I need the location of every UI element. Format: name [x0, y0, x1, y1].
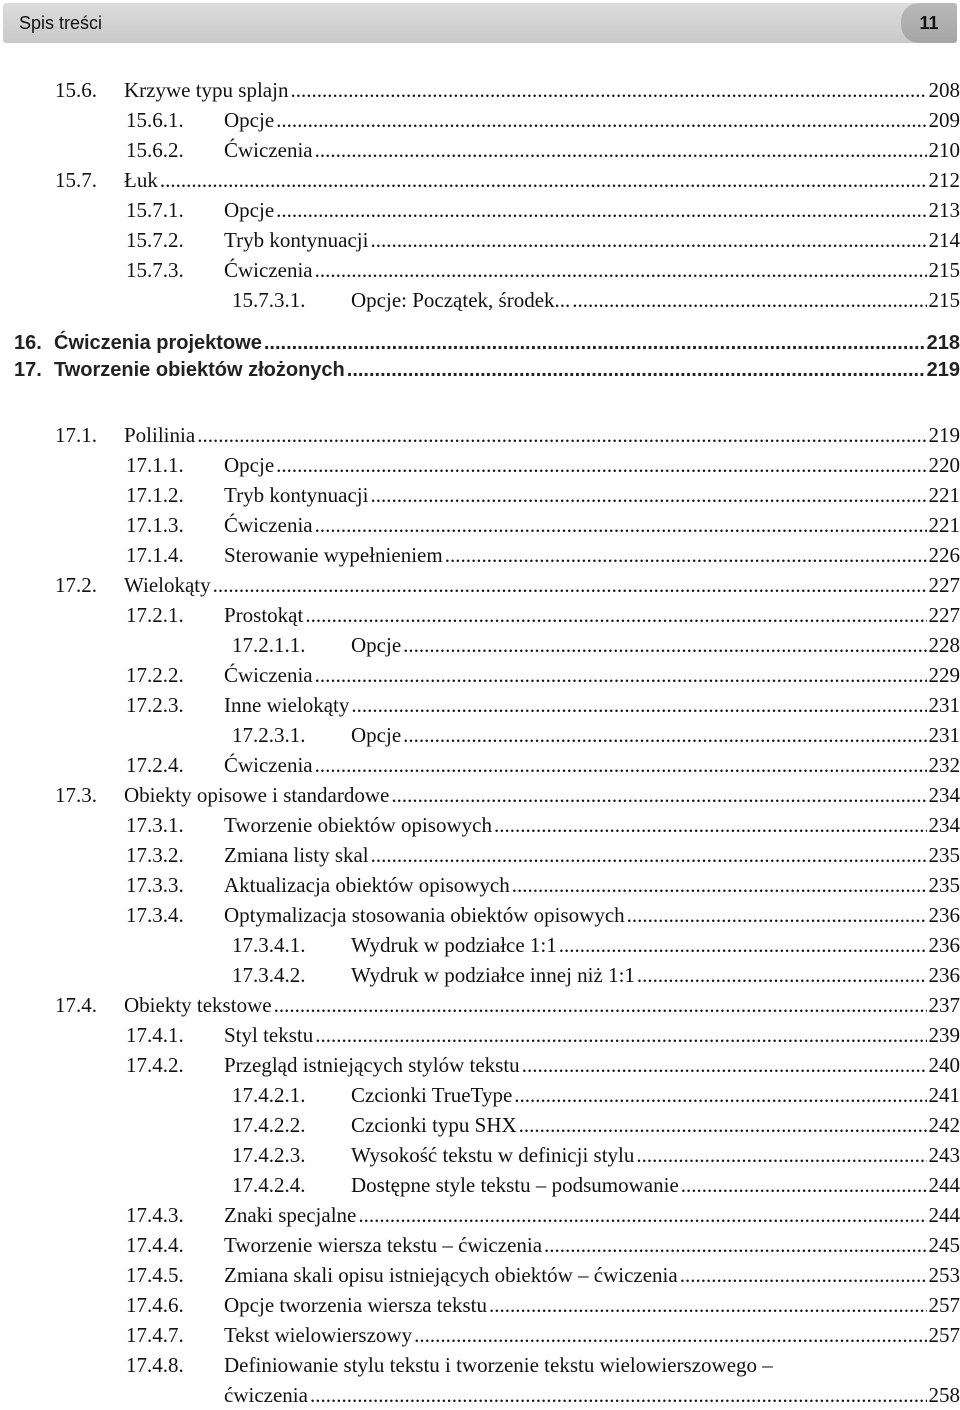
toc-entry [0, 1320, 960, 1350]
toc-entry-page: 235 [927, 840, 960, 870]
toc-entry-page: 214 [927, 225, 960, 255]
toc-entry [0, 840, 960, 870]
toc-entry-title: Obiekty tekstowe [124, 990, 274, 1020]
toc-entry [0, 660, 960, 690]
toc-entry-title: Dostępne style tekstu – podsumowanie [351, 1170, 681, 1200]
toc-entry-page: 220 [927, 450, 960, 480]
toc-entry-number: 15.7.2. [126, 225, 184, 255]
dot-leader [347, 355, 925, 385]
toc-entry-title: Zmiana skali opisu istniejących obiektów – ćwiczenia [224, 1260, 680, 1290]
dot-leader [305, 600, 926, 630]
toc-entry-page: 241 [927, 1080, 960, 1110]
toc-entry [0, 750, 960, 780]
toc-entry-page: 209 [927, 105, 960, 135]
toc-entry-page: 234 [927, 780, 960, 810]
toc-entry-title: ćwiczenia [224, 1380, 310, 1410]
toc-entry [0, 355, 960, 385]
toc-entry [0, 165, 960, 195]
toc-entry-title: Wydruk w podziałce 1:1 [351, 930, 559, 960]
toc-entry [0, 480, 960, 510]
toc-entry [0, 570, 960, 600]
toc-entry-number: 17.2.4. [126, 750, 184, 780]
toc-entry-title: Tryb kontynuacji [224, 225, 370, 255]
dot-leader [370, 225, 926, 255]
toc-entry-title: Definiowanie stylu tekstu i tworzenie tekstu wielowierszowego – [224, 1350, 775, 1380]
toc-entry-number: 15.6.2. [126, 135, 184, 165]
toc-entry-title: Opcje [224, 105, 276, 135]
dot-leader [519, 1110, 927, 1140]
toc-entry-title: Inne wielokąty [224, 690, 351, 720]
toc-entry [0, 1230, 960, 1260]
toc-entry [0, 780, 960, 810]
toc-entry [0, 1200, 960, 1230]
toc-entry-number: 17.4.2.1. [232, 1080, 306, 1110]
toc-entry-title: Tworzenie wiersza tekstu – ćwiczenia [224, 1230, 544, 1260]
toc-entry-page: 242 [927, 1110, 960, 1140]
toc-entry-page: 221 [927, 510, 960, 540]
dot-leader [371, 840, 927, 870]
toc-entry-title: Łuk [124, 165, 160, 195]
dot-leader [370, 480, 926, 510]
toc-entry [0, 960, 960, 990]
dot-leader [544, 1230, 926, 1260]
toc-entry-title: Tryb kontynuacji [224, 480, 370, 510]
toc-entry [0, 690, 960, 720]
toc-entry [0, 105, 960, 135]
toc-entry-title: Aktualizacja obiektów opisowych [224, 870, 512, 900]
toc-entry-title: Tekst wielowierszowy [224, 1320, 414, 1350]
toc-entry-page: 236 [927, 900, 960, 930]
toc-entry-page: 212 [927, 165, 960, 195]
toc-entry-number: 17.4.3. [126, 1200, 184, 1230]
header-title: Spis treści [19, 13, 102, 34]
toc-entry-number: 16. [14, 328, 42, 358]
toc-entry-number: 17.4.2.3. [232, 1140, 306, 1170]
toc-entry-number: 15.7. [55, 165, 97, 195]
toc-entry-title: Wielokąty [124, 570, 213, 600]
toc-entry-title: Prostokąt [224, 600, 305, 630]
toc-entry-number: 17.1.3. [126, 510, 184, 540]
page-number: 11 [901, 13, 957, 34]
dot-leader [274, 990, 927, 1020]
toc-entry-number: 17.4.5. [126, 1260, 184, 1290]
toc-entry-number: 17.3.3. [126, 870, 184, 900]
toc-entry-page: 208 [927, 75, 960, 105]
toc-entry-number: 15.6.1. [126, 105, 184, 135]
toc-entry-page: 226 [927, 540, 960, 570]
dot-leader [391, 780, 926, 810]
toc-entry-title: Opcje [351, 630, 403, 660]
toc-entry-title: Zmiana listy skal [224, 840, 371, 870]
toc-entry-page: 244 [927, 1170, 960, 1200]
toc-entry-number: 17.2.2. [126, 660, 184, 690]
toc-entry-title: Wysokość tekstu w definicji stylu [351, 1140, 636, 1170]
toc-entry-number: 17.4.6. [126, 1290, 184, 1320]
toc-entry-number: 15.7.3.1. [232, 285, 306, 315]
toc-entry [0, 810, 960, 840]
toc-entry-title: Wydruk w podziałce innej niż 1:1 [351, 960, 637, 990]
toc-entry-number: 17.3.4.1. [232, 930, 306, 960]
toc-entry-page: 237 [927, 990, 960, 1020]
dot-leader [627, 900, 927, 930]
toc-entry-page: 221 [927, 480, 960, 510]
dot-leader [276, 195, 926, 225]
toc-entry-number: 17.3.2. [126, 840, 184, 870]
toc-entry-title: Opcje tworzenia wiersza tekstu [224, 1290, 489, 1320]
toc-entry-page: 257 [927, 1290, 960, 1320]
toc-entry-number: 15.7.1. [126, 195, 184, 225]
toc-entry-title: Ćwiczenia projektowe [54, 328, 264, 358]
toc-entry [0, 1080, 960, 1110]
toc-entry-number: 15.7.3. [126, 255, 184, 285]
toc-entry-number: 17.2.1.1. [232, 630, 306, 660]
toc-entry [0, 990, 960, 1020]
toc-entry-page: 227 [927, 570, 960, 600]
dot-leader [512, 870, 927, 900]
dot-leader [160, 165, 927, 195]
dot-leader [559, 930, 927, 960]
toc-entry-title: Ćwiczenia [224, 750, 315, 780]
dot-leader [290, 75, 926, 105]
toc-entry-number: 17.2.1. [126, 600, 184, 630]
dot-leader [681, 1170, 927, 1200]
toc-entry-title: Obiekty opisowe i standardowe [124, 780, 391, 810]
dot-leader [514, 1080, 926, 1110]
toc-entry-title: Tworzenie obiektów złożonych [54, 355, 347, 385]
toc-entry-page: 219 [927, 420, 960, 450]
toc-entry-title: Opcje [351, 720, 403, 750]
toc-entry [0, 1140, 960, 1170]
toc-entry-number: 17.1.4. [126, 540, 184, 570]
toc-entry-title: Optymalizacja stosowania obiektów opisowych [224, 900, 627, 930]
toc-entry-number: 17.2.3. [126, 690, 184, 720]
toc-entry [0, 540, 960, 570]
toc-entry-number: 15.6. [55, 75, 97, 105]
toc-entry-page: 232 [927, 750, 960, 780]
toc-entry-number: 17.4.2.2. [232, 1110, 306, 1140]
toc-entry-page: 229 [927, 660, 960, 690]
toc-entry-page: 227 [927, 600, 960, 630]
dot-leader [403, 720, 926, 750]
toc-entry-page: 236 [927, 930, 960, 960]
toc-entry [0, 1290, 960, 1320]
toc-entry [0, 1110, 960, 1140]
toc-entry-title: Styl tekstu [224, 1020, 315, 1050]
dot-leader [494, 810, 927, 840]
dot-leader [315, 1020, 926, 1050]
toc-entry-title: Opcje [224, 450, 276, 480]
toc-entry [0, 510, 960, 540]
toc-entry-title: Sterowanie wypełnieniem [224, 540, 445, 570]
dot-leader [264, 328, 925, 358]
toc-entry-number: 17.2.3.1. [232, 720, 306, 750]
toc-entry-page: 244 [927, 1200, 960, 1230]
dot-leader [358, 1200, 926, 1230]
toc-entry [0, 1350, 960, 1380]
dot-leader [315, 660, 927, 690]
toc-entry-page: 219 [925, 355, 960, 385]
toc-entry-page: 210 [927, 135, 960, 165]
toc-entry-page: 240 [927, 1050, 960, 1080]
toc-entry-title: Znaki specjalne [224, 1200, 358, 1230]
toc-entry-title: Krzywe typu splajn [124, 75, 290, 105]
toc-entry-page: 231 [927, 690, 960, 720]
toc-entry-page: 213 [927, 195, 960, 225]
running-header [3, 3, 957, 43]
toc-entry [0, 195, 960, 225]
dot-leader [315, 750, 927, 780]
dot-leader [197, 420, 926, 450]
toc-entry-page: 235 [927, 870, 960, 900]
dot-leader [636, 1140, 926, 1170]
toc-entry-page: 253 [927, 1260, 960, 1290]
toc-entry [0, 1020, 960, 1050]
toc-entry-page: 231 [927, 720, 960, 750]
page-number-badge [901, 3, 957, 43]
dot-leader [276, 105, 926, 135]
toc-entry-title: Czcionki typu SHX [351, 1110, 519, 1140]
toc-entry-title: Polilinia [124, 420, 197, 450]
toc-entry [0, 450, 960, 480]
toc-entry-page: 243 [927, 1140, 960, 1170]
dot-leader [522, 1050, 927, 1080]
dot-leader [315, 135, 927, 165]
dot-leader [637, 960, 927, 990]
toc-entry-title: Ćwiczenia [224, 135, 315, 165]
toc-entry-page: 236 [927, 960, 960, 990]
toc-entry-title: Przegląd istniejących stylów tekstu [224, 1050, 522, 1080]
toc-entry-page: 239 [927, 1020, 960, 1050]
dot-leader [213, 570, 927, 600]
toc-entry-number: 17.1.2. [126, 480, 184, 510]
toc-entry [0, 930, 960, 960]
toc-entry [0, 225, 960, 255]
toc-entry [0, 328, 960, 358]
toc-entry-title: Ćwiczenia [224, 255, 315, 285]
toc-entry-number: 17.3.1. [126, 810, 184, 840]
toc-entry [0, 420, 960, 450]
toc-entry [0, 285, 960, 315]
toc-entry-page: 215 [927, 285, 960, 315]
toc-entry [0, 135, 960, 165]
toc-entry [0, 75, 960, 105]
toc-entry-number: 17.3.4. [126, 900, 184, 930]
toc-entry-number: 17.4.8. [126, 1350, 184, 1380]
toc-entry-title: Opcje [224, 195, 276, 225]
toc-entry-title: Czcionki TrueType [351, 1080, 514, 1110]
toc-entry [0, 1260, 960, 1290]
toc-entry [0, 630, 960, 660]
toc-entry-number: 17.1. [55, 420, 97, 450]
toc-entry-page: 228 [927, 630, 960, 660]
dot-leader [445, 540, 927, 570]
toc-entry [0, 255, 960, 285]
dot-leader [403, 630, 926, 660]
dot-leader [276, 450, 926, 480]
toc-entry-number: 17.3.4.2. [232, 960, 306, 990]
toc-entry-number: 17.4.7. [126, 1320, 184, 1350]
toc-entry-page: 215 [927, 255, 960, 285]
toc-entry-title: Tworzenie obiektów opisowych [224, 810, 494, 840]
toc-entry [0, 870, 960, 900]
dot-leader [414, 1320, 926, 1350]
dot-leader [315, 510, 927, 540]
dot-leader [351, 690, 926, 720]
toc-entry-number: 17. [14, 355, 42, 385]
toc-entry-title: Opcje: Początek, środek... [351, 285, 572, 315]
toc-entry [0, 600, 960, 630]
toc-entry-page: 218 [925, 328, 960, 358]
toc-entry-page: 258 [927, 1380, 960, 1410]
toc-entry [0, 1170, 960, 1200]
toc-entry-number: 17.2. [55, 570, 97, 600]
toc-entry-title: Ćwiczenia [224, 510, 315, 540]
toc-entry [0, 720, 960, 750]
toc-entry-page: 234 [927, 810, 960, 840]
toc-entry-number: 17.4.4. [126, 1230, 184, 1260]
toc-entry-number: 17.4.2.4. [232, 1170, 306, 1200]
toc-entry-number: 17.3. [55, 780, 97, 810]
toc-entry [0, 900, 960, 930]
dot-leader [489, 1290, 927, 1320]
dot-leader [315, 255, 927, 285]
toc-entry-number: 17.4.1. [126, 1020, 184, 1050]
dot-leader [572, 285, 926, 315]
toc-entry-number: 17.4.2. [126, 1050, 184, 1080]
toc-entry [0, 1050, 960, 1080]
toc-entry-number: 17.4. [55, 990, 97, 1020]
toc-entry-page: 245 [927, 1230, 960, 1260]
toc-entry-title: Ćwiczenia [224, 660, 315, 690]
toc-entry-page: 257 [927, 1320, 960, 1350]
toc-entry-number: 17.1.1. [126, 450, 184, 480]
dot-leader [680, 1260, 927, 1290]
